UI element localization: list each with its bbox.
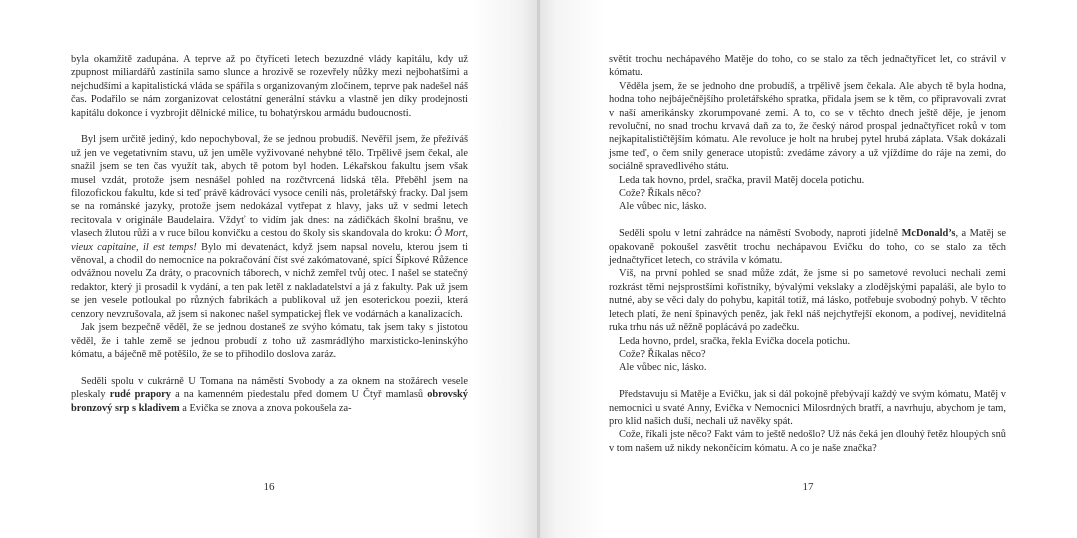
bold-phrase: rudé prapory — [109, 389, 171, 401]
paragraph — [71, 133, 468, 321]
paragraph: byla okamžitě zadupána. A teprve až po čtyřiceti letech bezuzdné vlády kapitálu, kdy už zpupnost miliardářů zastínila samo slunce a hrozivě se rozevřely nůžky mezi nejbohatšími a nejchudšími a kapitalistická vláda se spářila s organizovaným zločinem, teprve pak nadešel náš čas. Podařilo se nám zorganizovat celostátní generální stávku a vlastně jen díky prodejnosti kapitálu dokonce i vyzbrojit dělnické milice, tu bohatýrskou armádu budoucnosti. — [71, 54, 468, 119]
bold-phrase: obrovský bronzový srp s kladivem — [71, 389, 468, 414]
paragraph — [71, 375, 468, 415]
french-quote: Ô Mort, vieux capitaine, il est temps! — [71, 228, 468, 253]
left-page-text — [71, 53, 468, 415]
dialogue-line: Leda hovno, prdel, sračka, řekla Evička docela potichu. — [619, 335, 851, 347]
page-number-left: 16 — [263, 481, 275, 493]
paragraph: Cože, říkali jste něco? Fakt vám to ještě nedošlo? Už nás čeká jen dlouhý řetěz hloupých snů v tom našem už nikdy nekončícím kómatu. A co je naše značka? — [609, 429, 1006, 454]
text-run: Seděli spolu v letní zahrádce na náměstí Svobody, naproti jídelně — [619, 228, 902, 240]
paragraph: Jak jsem bezpečně věděl, že se jednou dostaneš ze svýho kómatu, tak jsem taky s jistotou věděl, že i tahle země se jednou probudí z toho už zasmrádlýho marxisticko-leninskýho kómatu, a báječně mě potěšilo, že se to přihodilo doslova zaráz. — [71, 322, 468, 360]
text-run: a Evička se znova a znova pokoušela za- — [179, 402, 352, 414]
paragraph — [609, 227, 1006, 267]
bold-phrase: McDonald’s — [901, 228, 956, 240]
text-run: Byl jsem určitě jediný, kdo nepochyboval, že se jednou probudíš. Nevěřil jsem, že přežíváš už jen ve vegetativním stavu, už jen uměle vyživované nehybné tělo. Trpělivě jsem čekal, ale snažil jsem se ten čas využít tak, abych tě potom byl hoden. Lékařskou fakultu jsem však musel vzdát, protože jsem nesnášel pohled na rozčtvrcená lidská těla. Přeběhl jsem na filozofickou fakultu, kde si teď právě kádrovácí vysoce cenili nás, proletářský fracky. Dal jsem se na románské jazyky, protože jsem nedokázal vytřepat z hlavy, jaks už v sedmi letech recitovala v originále Baudelaira. Vždyť to vidím jak dnes: na zádičkách školní brašnu, ve vlasech žlutou růži a v ruce bílou konvičku a cestou do školy sis skandovala do kroku: — [71, 134, 468, 240]
paragraph: Věděla jsem, že se jednoho dne probudíš, a trpělivě jsem čekala. Ale abych tě byla hodna, hodna toho nejbáječnějšího proletářského spratka, přidala jsem se k těm, co připravovali zvrat v naší amerikánsky zkorumpované zemi. A to, co se v těchto dnech ještě děje, je jenom revoluční, no snad trochu krvavá daň za to, že český národ prospal jednačtyřicet roků v tom nejkapitalističtějším kómatu. Ale revoluce je holt na hrubej pytel hrubá záplata. Však dokázali jsme teď, o čem snily generace utopistů: zvedáme závory a už vjíždíme do ráje na zemi, do sociálně spravedlivého státu. — [609, 80, 1006, 173]
dialogue-line: Leda tak hovno, prdel, sračka, pravil Matěj docela potichu. — [619, 174, 865, 186]
paragraph: světit trochu nechápavého Matěje do toho, co se stalo za těch jednačtyřicet let, co strávil v kómatu. — [609, 54, 1006, 79]
dialogue-line: Ale vůbec nic, lásko. — [619, 201, 707, 213]
text-run: a na kamenném piedestalu před domem U Čtyř mamlasů — [170, 389, 428, 401]
text-run: Bylo mi devatenáct, když jsem napsal novelu, kterou jsem ti věnoval, a chodil do nemocnice na pokračování číst své zakómatované, spící Šípkové Růžence odvážnou novelu Za dráty, o pracovních táborech, v nichž zemřel tvůj otec. I našel se statečný redaktor, který ji prosadil k vydání, a ten pak letěl z nakladatelství a já z fakulty. Pak už jsem se jen vesele potloukal po různých fabrikách a publikoval už jen esoterickou poezii, která cenzory nevzrušovala, až jsem si nakonec našel sympatickej flek ve vodárnách a kanalizacích. — [71, 241, 468, 320]
dialogue-line: Cože? Říkals něco? — [619, 188, 701, 200]
text-run: , a Matěj se opakovaně pokoušel zasvětit trochu nechápavou Evičku do toho, co se stalo za těch jednačtyřicet letech, co strávila v kómatu. — [609, 228, 1006, 267]
paragraph: Víš, na první pohled se snad může zdát, že jsme si po sametové revoluci nechali zemi rozkrást těmi nejsprostšími kořistníky, bývalými vekslaky a zlodějskými papaláši, ale bylo to nutné, aby se věci daly do pohybu, kapitál totiž, má lásko, potřebuje svobodný pohyb. V těchto letech platí, že není špinavých peněz, jak řekl náš nejchytřejší ekonom, a podívej, neviditelná ruka trhu nás už něžně poplácává po zadečku. — [609, 268, 1006, 334]
page-number-right: 17 — [802, 481, 814, 493]
text-run: Seděli spolu v cukrárně U Tomana na náměstí Svobody a za oknem na stožárech vesele pleskaly — [71, 375, 468, 401]
paragraph: Představuju si Matěje a Evičku, jak si dál pokojně přebývají každý ve svým kómatu, Matěj v nemocnici u svaté Anny, Evička v Nemocnici Milosrdných bratří, a navrhuju, abychom je tam, pro klid našich duší, nechali už navěky spát. — [609, 389, 1006, 427]
dialogue-line: Ale vůbec nic, lásko. — [619, 362, 707, 374]
dialogue-line: Cože? Říkalas něco? — [619, 348, 706, 360]
right-page-text — [609, 53, 1006, 455]
